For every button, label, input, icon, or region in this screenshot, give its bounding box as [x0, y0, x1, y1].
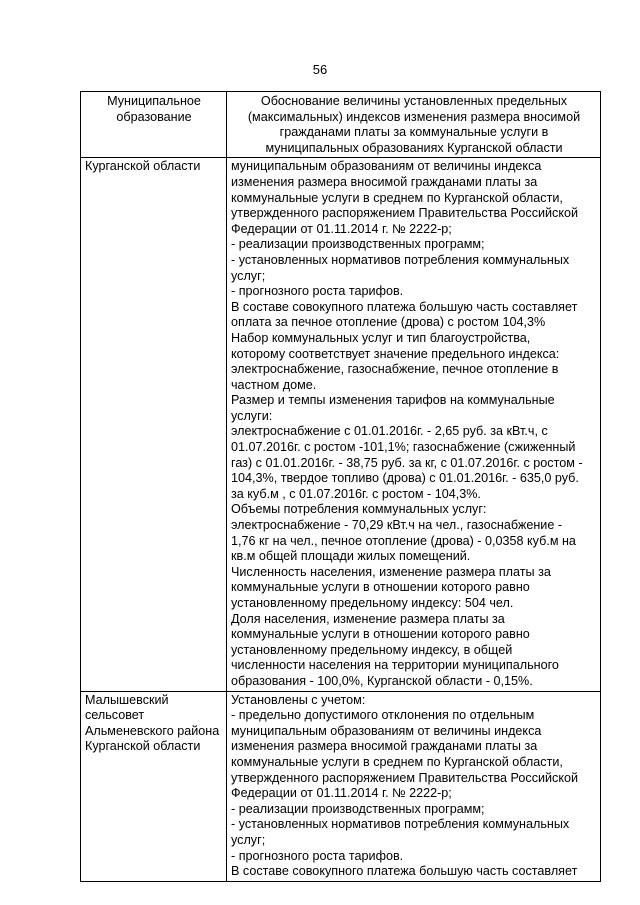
text-line: В составе совокупного платежа большую часть составляет — [231, 299, 578, 314]
header-text-line: Обоснование величины установленных предельных — [260, 94, 568, 108]
municipality-cell — [81, 691, 227, 881]
text-line: услуг; — [231, 832, 266, 847]
text-line: изменения размера вносимой гражданами платы за — [231, 174, 538, 189]
municipality-text-line: Курганской области — [85, 159, 201, 174]
text-line: установленному предельному индексу, в общей — [231, 642, 513, 657]
text-line: - установленных нормативов потребления коммунальных — [231, 817, 570, 832]
text-line: Доля населения, изменение размера платы за — [231, 611, 505, 626]
text-line: Федерации от 01.11.2014 г. № 2222-р; — [231, 221, 452, 236]
text-line: электроснабжение с 01.01.2016г. - 2,65 руб. за кВт.ч, с — [231, 424, 548, 439]
text-line: муниципальным образованиям от величины индекса — [231, 159, 542, 174]
header-justification — [227, 92, 601, 158]
text-line: муниципальным образованиям от величины индекса — [231, 723, 542, 738]
text-line: кв.м общей площади жилых помещений. — [231, 549, 471, 564]
header-text-line: гражданами платы за коммунальные услуги в — [279, 125, 549, 140]
header-text-line: образование — [116, 109, 192, 124]
header-text-line: Муниципальное — [107, 94, 201, 108]
text-line: Установлены с учетом: — [231, 692, 366, 707]
text-line: - реализации производственных программ; — [231, 801, 485, 816]
text-line: установленному предельному индексу: 504 чел. — [231, 596, 514, 610]
text-line: - прогнозного роста тарифов. — [231, 284, 404, 299]
text-line: Численность населения, изменение размера платы за — [231, 564, 551, 579]
text-line: - реализации производственных программ; — [231, 237, 485, 252]
text-line: - установленных нормативов потребления коммунальных — [231, 252, 570, 267]
text-line: В составе совокупного платежа большую часть составляет — [231, 864, 578, 879]
text-line: услуги: — [231, 408, 273, 423]
municipality-cell — [81, 158, 227, 691]
justification-cell — [227, 158, 601, 691]
text-line: Размер и темпы изменения тарифов на коммунальные — [231, 393, 555, 408]
municipal-index-table — [80, 91, 601, 882]
text-line: коммунальные услуги в отношении которого равно — [231, 580, 530, 595]
text-line: - предельно допустимого отклонения по отдельным — [231, 708, 535, 723]
text-line: газ) с 01.01.2016г. - 38,75 руб. за кг, с 01.07.2016г. с ростом - — [231, 455, 583, 470]
text-line: 1,76 кг на чел., печное отопление (дрова) - 0,0358 куб.м на — [231, 533, 576, 548]
text-line: образования - 100,0%, Курганской области - 0,15%. — [231, 673, 533, 688]
text-line: услуг; — [231, 268, 266, 283]
table-row — [81, 691, 601, 881]
text-line: утвержденного распоряжением Правительства Российской — [231, 770, 579, 785]
text-line: Объемы потребления коммунальных услуг: — [231, 502, 487, 517]
text-line: электроснабжение, газоснабжение, печное отопление в — [231, 362, 559, 377]
text-line: Набор коммунальных услуг и тип благоустройства, — [231, 330, 531, 345]
header-text-line: муниципальных образованиях Курганской области — [265, 140, 563, 155]
text-line: - прогнозного роста тарифов. — [231, 848, 404, 863]
text-line: оплата за печное отопление (дрова) с ростом 104,3% — [231, 315, 546, 330]
text-line: электроснабжение - 70,29 кВт.ч на чел., газоснабжение - — [231, 518, 563, 533]
text-line: которому соответствует значение предельного индекса: — [231, 346, 560, 361]
text-line: за куб.м , с 01.07.2016г. с ростом - 104,3%. — [231, 486, 481, 501]
text-line: коммунальные услуги в среднем по Курганской области, — [231, 190, 563, 205]
table-header-row — [81, 92, 601, 158]
text-line: частном доме. — [231, 377, 317, 392]
table-row — [81, 158, 601, 691]
text-line: численности населения на территории муниципального — [231, 658, 559, 673]
text-line: коммунальные услуги в среднем по Курганской области, — [231, 754, 563, 769]
header-text-line: (максимальных) индексов изменения размера вносимой — [247, 109, 581, 124]
text-line: 104,3%, твердое топливо (дрова) с 01.01.2016г. - 635,0 руб. — [231, 471, 579, 486]
text-line: 01.07.2016г. с ростом -101,1%; газоснабжение (сжиженный — [231, 440, 576, 455]
text-line: утвержденного распоряжением Правительства Российской — [231, 206, 579, 221]
text-line: Федерации от 01.11.2014 г. № 2222-р; — [231, 786, 452, 801]
municipality-text-line: Курганской области — [85, 739, 201, 754]
page-number: 56 — [312, 62, 328, 77]
municipality-text-line: сельсовет — [85, 708, 145, 723]
municipality-text-line: Альменевского района — [85, 723, 220, 738]
justification-cell — [227, 691, 601, 881]
municipality-text-line: Малышевский — [85, 692, 169, 707]
text-line: коммунальные услуги в отношении которого равно — [231, 627, 530, 642]
header-municipality — [81, 92, 227, 158]
text-line: изменения размера вносимой гражданами платы за — [231, 739, 538, 754]
